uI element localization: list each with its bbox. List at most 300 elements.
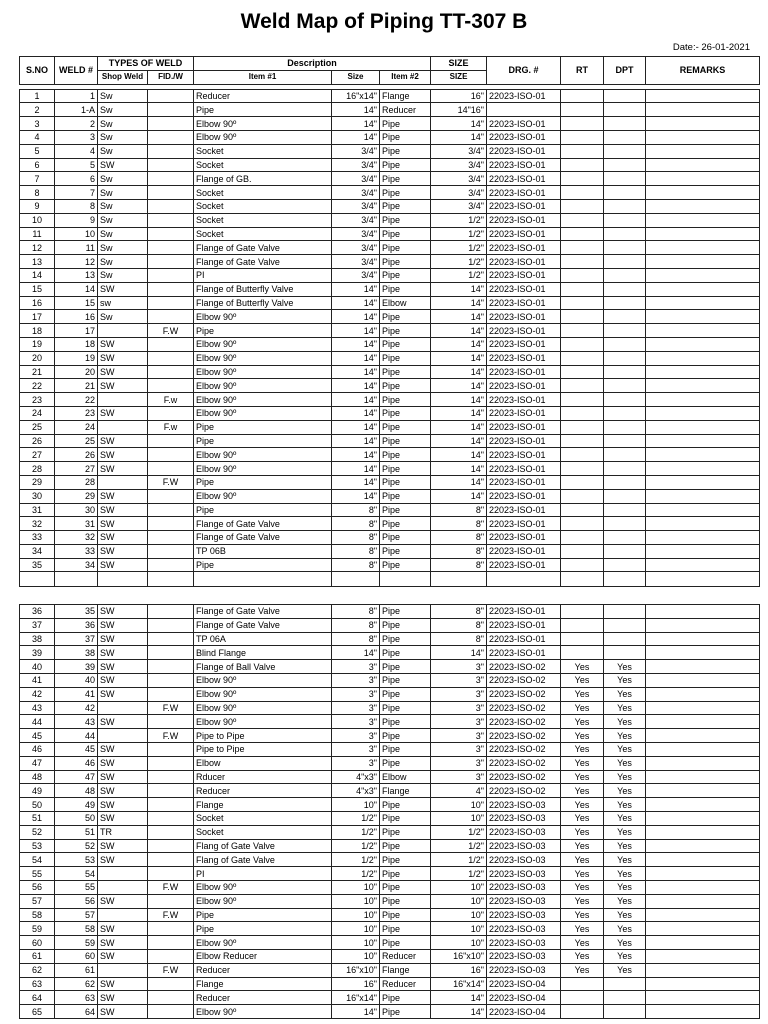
cell-item2: Pipe — [380, 825, 431, 839]
cell-size2: 8" — [431, 517, 487, 531]
cell-drg: 22023-ISO-03 — [487, 853, 561, 867]
cell-rt: Yes — [561, 839, 604, 853]
cell-dpt — [604, 351, 646, 365]
cell-item1: Socket — [194, 199, 332, 213]
cell-shop: Sw — [98, 227, 148, 241]
cell-shop: Sw — [98, 117, 148, 131]
cell-dpt: Yes — [604, 770, 646, 784]
cell-remarks — [646, 268, 760, 282]
cell-remarks — [646, 963, 760, 977]
cell-remarks — [646, 729, 760, 743]
cell-weld: 26 — [55, 448, 98, 462]
cell-shop: SW — [98, 337, 148, 351]
cell-sno: 11 — [20, 227, 55, 241]
cell-weld: 42 — [55, 701, 98, 715]
cell-shop: SW — [98, 406, 148, 420]
cell-drg: 22023-ISO-02 — [487, 770, 561, 784]
header-description: Description — [194, 57, 431, 71]
cell-item1: Elbow — [194, 756, 332, 770]
cell-drg: 22023-ISO-01 — [487, 117, 561, 131]
cell-item2: Pipe — [380, 880, 431, 894]
cell-item1: Flang of Gate Valve — [194, 839, 332, 853]
cell-shop: Sw — [98, 103, 148, 117]
cell-size: 4"x3" — [332, 784, 380, 798]
cell-sno: 27 — [20, 448, 55, 462]
cell-fidw — [148, 241, 194, 255]
cell-remarks — [646, 618, 760, 632]
cell-rt — [561, 282, 604, 296]
cell-shop: SW — [98, 756, 148, 770]
cell-fidw — [148, 922, 194, 936]
cell-sno: 28 — [20, 462, 55, 476]
cell-fidw — [148, 517, 194, 531]
cell-item2: Pipe — [380, 365, 431, 379]
cell-item2: Pipe — [380, 544, 431, 558]
cell-drg: 22023-ISO-01 — [487, 558, 561, 572]
cell-rt: Yes — [561, 701, 604, 715]
cell-sno: 24 — [20, 406, 55, 420]
cell-fidw — [148, 991, 194, 1005]
cell-weld: 6 — [55, 172, 98, 186]
cell-weld: 39 — [55, 660, 98, 674]
cell-drg: 22023-ISO-02 — [487, 673, 561, 687]
cell-item2: Pipe — [380, 337, 431, 351]
cell-fidw — [148, 103, 194, 117]
cell-remarks — [646, 936, 760, 950]
cell-sno: 18 — [20, 324, 55, 338]
header-dpt: DPT — [604, 57, 646, 85]
cell-shop: SW — [98, 489, 148, 503]
cell-shop — [98, 393, 148, 407]
cell-size2: 14" — [431, 420, 487, 434]
cell-sno: 26 — [20, 434, 55, 448]
cell-dpt: Yes — [604, 811, 646, 825]
cell-rt: Yes — [561, 949, 604, 963]
cell-rt — [561, 503, 604, 517]
cell-dpt — [604, 406, 646, 420]
cell-drg: 22023-ISO-01 — [487, 241, 561, 255]
cell-rt: Yes — [561, 853, 604, 867]
cell-item2: Pipe — [380, 687, 431, 701]
cell-shop: Sw — [98, 213, 148, 227]
table-row — [20, 324, 760, 338]
cell-item2: Pipe — [380, 660, 431, 674]
table-row — [20, 117, 760, 131]
cell-shop: SW — [98, 558, 148, 572]
empty-cell — [194, 572, 332, 587]
header-item-size: Size — [332, 70, 380, 84]
cell-size2: 14" — [431, 646, 487, 660]
cell-size2: 3" — [431, 673, 487, 687]
cell-item2: Pipe — [380, 618, 431, 632]
cell-weld: 21 — [55, 379, 98, 393]
cell-size2: 3" — [431, 701, 487, 715]
cell-fidw — [148, 949, 194, 963]
cell-shop: SW — [98, 448, 148, 462]
cell-rt — [561, 1005, 604, 1019]
table-row — [20, 1005, 760, 1019]
cell-remarks — [646, 434, 760, 448]
cell-remarks — [646, 117, 760, 131]
cell-fidw — [148, 337, 194, 351]
cell-sno: 5 — [20, 144, 55, 158]
cell-item1: Reducer — [194, 89, 332, 103]
cell-remarks — [646, 227, 760, 241]
cell-fidw — [148, 406, 194, 420]
cell-drg: 22023-ISO-01 — [487, 324, 561, 338]
cell-weld: 51 — [55, 825, 98, 839]
cell-item2: Pipe — [380, 558, 431, 572]
cell-item2: Pipe — [380, 756, 431, 770]
cell-drg: 22023-ISO-04 — [487, 991, 561, 1005]
table-row — [20, 660, 760, 674]
cell-sno: 1 — [20, 89, 55, 103]
cell-item1: Flange of Ball Valve — [194, 660, 332, 674]
cell-weld: 4 — [55, 144, 98, 158]
cell-size: 8" — [332, 531, 380, 545]
cell-weld: 19 — [55, 351, 98, 365]
cell-sno: 21 — [20, 365, 55, 379]
cell-remarks — [646, 130, 760, 144]
cell-dpt — [604, 517, 646, 531]
cell-size2: 1/2" — [431, 227, 487, 241]
cell-item2: Pipe — [380, 255, 431, 269]
cell-size: 14" — [332, 282, 380, 296]
cell-rt: Yes — [561, 715, 604, 729]
cell-rt — [561, 255, 604, 269]
cell-shop: SW — [98, 977, 148, 991]
cell-size: 10" — [332, 908, 380, 922]
cell-weld: 61 — [55, 963, 98, 977]
cell-fidw — [148, 213, 194, 227]
cell-rt — [561, 130, 604, 144]
cell-rt — [561, 103, 604, 117]
cell-weld: 40 — [55, 673, 98, 687]
cell-shop: SW — [98, 687, 148, 701]
cell-sno: 49 — [20, 784, 55, 798]
cell-shop: SW — [98, 811, 148, 825]
cell-sno: 64 — [20, 991, 55, 1005]
cell-item2: Pipe — [380, 213, 431, 227]
cell-remarks — [646, 489, 760, 503]
cell-dpt — [604, 172, 646, 186]
cell-remarks — [646, 89, 760, 103]
cell-rt: Yes — [561, 798, 604, 812]
empty-cell — [55, 572, 98, 587]
cell-item2: Pipe — [380, 894, 431, 908]
cell-rt — [561, 517, 604, 531]
cell-size: 1/2" — [332, 825, 380, 839]
table-row — [20, 605, 760, 619]
cell-dpt — [604, 475, 646, 489]
cell-dpt — [604, 379, 646, 393]
cell-item2: Flange — [380, 784, 431, 798]
cell-fidw: F.W — [148, 729, 194, 743]
cell-drg: 22023-ISO-03 — [487, 894, 561, 908]
cell-fidw — [148, 531, 194, 545]
cell-weld: 9 — [55, 213, 98, 227]
cell-remarks — [646, 853, 760, 867]
cell-sno: 45 — [20, 729, 55, 743]
cell-item1: Flange of Gate Valve — [194, 255, 332, 269]
cell-size: 3" — [332, 701, 380, 715]
cell-drg: 22023-ISO-01 — [487, 393, 561, 407]
cell-fidw — [148, 742, 194, 756]
header-weld-number: WELD # — [55, 57, 98, 85]
cell-dpt: Yes — [604, 798, 646, 812]
cell-size: 3/4" — [332, 199, 380, 213]
table-row — [20, 687, 760, 701]
cell-fidw — [148, 558, 194, 572]
cell-item1: Pipe — [194, 503, 332, 517]
cell-remarks — [646, 531, 760, 545]
cell-remarks — [646, 715, 760, 729]
table-row — [20, 715, 760, 729]
empty-cell — [20, 572, 55, 587]
cell-remarks — [646, 351, 760, 365]
cell-fidw — [148, 839, 194, 853]
cell-remarks — [646, 558, 760, 572]
cell-dpt — [604, 558, 646, 572]
cell-sno: 41 — [20, 673, 55, 687]
cell-shop — [98, 324, 148, 338]
cell-fidw — [148, 936, 194, 950]
cell-sno: 65 — [20, 1005, 55, 1019]
cell-item1: Elbow 90º — [194, 448, 332, 462]
cell-rt — [561, 558, 604, 572]
cell-size: 10" — [332, 798, 380, 812]
cell-item2: Pipe — [380, 199, 431, 213]
cell-item1: Elbow 90º — [194, 462, 332, 476]
cell-fidw: F.W — [148, 908, 194, 922]
header-drg: DRG. # — [487, 57, 561, 85]
cell-dpt — [604, 393, 646, 407]
cell-dpt: Yes — [604, 922, 646, 936]
cell-size: 3/4" — [332, 144, 380, 158]
cell-size: 14" — [332, 475, 380, 489]
cell-weld: 56 — [55, 894, 98, 908]
cell-item2: Pipe — [380, 448, 431, 462]
cell-weld: 52 — [55, 839, 98, 853]
cell-sno: 22 — [20, 379, 55, 393]
cell-item2: Pipe — [380, 282, 431, 296]
cell-item1: Pipe to Pipe — [194, 729, 332, 743]
table-row — [20, 337, 760, 351]
cell-size: 3/4" — [332, 255, 380, 269]
cell-weld: 11 — [55, 241, 98, 255]
cell-size: 8" — [332, 618, 380, 632]
cell-size2: 10" — [431, 798, 487, 812]
table-row — [20, 255, 760, 269]
cell-remarks — [646, 825, 760, 839]
cell-drg: 22023-ISO-01 — [487, 489, 561, 503]
cell-shop: SW — [98, 798, 148, 812]
table-row — [20, 172, 760, 186]
cell-shop: SW — [98, 351, 148, 365]
cell-size2: 14" — [431, 448, 487, 462]
cell-dpt — [604, 241, 646, 255]
cell-sno: 63 — [20, 977, 55, 991]
cell-item1: Elbow 90º — [194, 894, 332, 908]
cell-weld: 57 — [55, 908, 98, 922]
cell-fidw — [148, 544, 194, 558]
cell-sno: 4 — [20, 130, 55, 144]
cell-fidw: F.w — [148, 393, 194, 407]
cell-item1: Elbow 90º — [194, 489, 332, 503]
cell-sno: 58 — [20, 908, 55, 922]
cell-item2: Pipe — [380, 517, 431, 531]
cell-size2: 16" — [431, 89, 487, 103]
cell-item1: Flange of Gate Valve — [194, 517, 332, 531]
cell-dpt: Yes — [604, 908, 646, 922]
cell-shop — [98, 729, 148, 743]
cell-rt: Yes — [561, 770, 604, 784]
empty-cell — [332, 572, 380, 587]
cell-remarks — [646, 282, 760, 296]
cell-remarks — [646, 406, 760, 420]
cell-item2: Pipe — [380, 393, 431, 407]
cell-size: 14" — [332, 646, 380, 660]
cell-remarks — [646, 503, 760, 517]
table-row — [20, 103, 760, 117]
cell-dpt — [604, 365, 646, 379]
cell-size2: 8" — [431, 632, 487, 646]
empty-cell — [148, 572, 194, 587]
cell-size: 8" — [332, 605, 380, 619]
cell-weld: 45 — [55, 742, 98, 756]
cell-size2: 3" — [431, 660, 487, 674]
cell-fidw — [148, 798, 194, 812]
cell-size2: 14" — [431, 365, 487, 379]
cell-item1: Elbow 90º — [194, 130, 332, 144]
cell-size2: 10" — [431, 922, 487, 936]
cell-shop: Sw — [98, 199, 148, 213]
cell-item1: Reducer — [194, 784, 332, 798]
cell-drg: 22023-ISO-04 — [487, 1005, 561, 1019]
cell-size2: 14" — [431, 337, 487, 351]
cell-item1: Elbow 90º — [194, 310, 332, 324]
cell-rt: Yes — [561, 825, 604, 839]
cell-sno: 37 — [20, 618, 55, 632]
cell-fidw — [148, 867, 194, 881]
cell-item1: Elbow 90º — [194, 117, 332, 131]
cell-fidw — [148, 351, 194, 365]
cell-drg — [487, 103, 561, 117]
cell-sno: 17 — [20, 310, 55, 324]
cell-fidw — [148, 130, 194, 144]
cell-rt: Yes — [561, 756, 604, 770]
cell-rt — [561, 365, 604, 379]
cell-item2: Pipe — [380, 922, 431, 936]
table-row — [20, 406, 760, 420]
cell-drg: 22023-ISO-02 — [487, 756, 561, 770]
cell-sno: 13 — [20, 255, 55, 269]
table-row — [20, 922, 760, 936]
cell-size: 10" — [332, 922, 380, 936]
cell-item1: Pipe — [194, 558, 332, 572]
cell-dpt — [604, 213, 646, 227]
cell-dpt — [604, 605, 646, 619]
cell-size2: 3" — [431, 729, 487, 743]
cell-size2: 14" — [431, 296, 487, 310]
cell-size: 14" — [332, 406, 380, 420]
cell-rt: Yes — [561, 963, 604, 977]
cell-shop: sw — [98, 296, 148, 310]
cell-dpt: Yes — [604, 715, 646, 729]
cell-item1: Pipe to Pipe — [194, 742, 332, 756]
cell-rt — [561, 117, 604, 131]
table-row — [20, 462, 760, 476]
cell-shop: Sw — [98, 268, 148, 282]
cell-item1: Flange of Gate Valve — [194, 531, 332, 545]
cell-weld: 38 — [55, 646, 98, 660]
cell-size: 8" — [332, 632, 380, 646]
cell-remarks — [646, 337, 760, 351]
cell-sno: 61 — [20, 949, 55, 963]
cell-fidw: F.W — [148, 963, 194, 977]
cell-fidw — [148, 282, 194, 296]
cell-shop: Sw — [98, 186, 148, 200]
empty-cell — [561, 572, 604, 587]
cell-size: 3/4" — [332, 268, 380, 282]
cell-shop — [98, 475, 148, 489]
cell-remarks — [646, 1005, 760, 1019]
cell-item2: Pipe — [380, 811, 431, 825]
table-row — [20, 158, 760, 172]
cell-item1: Elbow Reducer — [194, 949, 332, 963]
cell-size2: 1/2" — [431, 241, 487, 255]
cell-remarks — [646, 798, 760, 812]
cell-dpt: Yes — [604, 756, 646, 770]
cell-sno: 55 — [20, 867, 55, 881]
cell-size: 10" — [332, 880, 380, 894]
cell-size2: 14" — [431, 991, 487, 1005]
cell-size2: 4" — [431, 784, 487, 798]
cell-sno: 15 — [20, 282, 55, 296]
cell-drg: 22023-ISO-03 — [487, 867, 561, 881]
cell-sno: 46 — [20, 742, 55, 756]
blank-row — [20, 572, 760, 587]
cell-fidw: F.W — [148, 880, 194, 894]
cell-rt — [561, 531, 604, 545]
cell-item1: Flange of Gate Valve — [194, 618, 332, 632]
cell-dpt — [604, 324, 646, 338]
cell-dpt: Yes — [604, 963, 646, 977]
cell-shop: SW — [98, 517, 148, 531]
cell-fidw — [148, 715, 194, 729]
cell-shop: Sw — [98, 241, 148, 255]
cell-shop: SW — [98, 742, 148, 756]
cell-remarks — [646, 199, 760, 213]
weld-map-table-top — [19, 56, 760, 587]
cell-size2: 8" — [431, 503, 487, 517]
cell-remarks — [646, 991, 760, 1005]
cell-weld: 60 — [55, 949, 98, 963]
cell-item2: Pipe — [380, 227, 431, 241]
cell-size2: 14" — [431, 351, 487, 365]
table-row — [20, 365, 760, 379]
cell-item1: Blind Flange — [194, 646, 332, 660]
cell-drg: 22023-ISO-02 — [487, 701, 561, 715]
cell-drg: 22023-ISO-01 — [487, 255, 561, 269]
cell-drg: 22023-ISO-04 — [487, 977, 561, 991]
cell-drg: 22023-ISO-01 — [487, 172, 561, 186]
cell-rt — [561, 977, 604, 991]
cell-size2: 3" — [431, 715, 487, 729]
cell-remarks — [646, 310, 760, 324]
cell-shop — [98, 420, 148, 434]
empty-cell — [98, 572, 148, 587]
